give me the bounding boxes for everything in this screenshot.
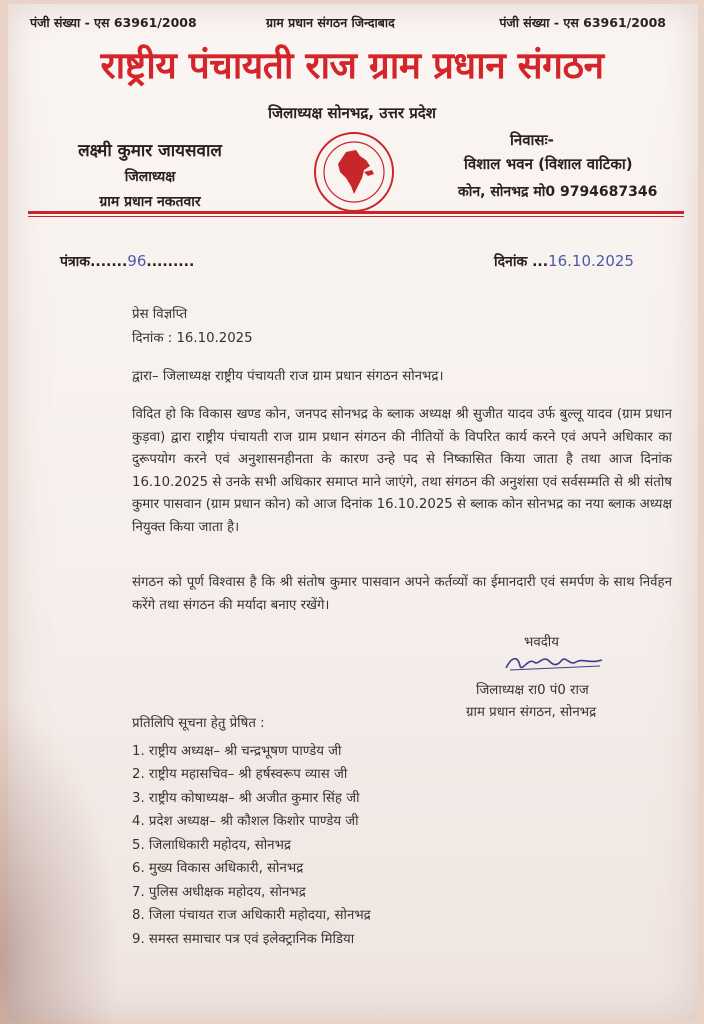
date-value: 16.10.2025 xyxy=(548,252,634,270)
list-item: 7. पुलिस अधीक्षक महोदय, सोनभद्र xyxy=(132,884,306,900)
list-item: 1. राष्ट्रीय अध्यक्ष– श्री चन्द्रभूषण पाण्डेय जी xyxy=(132,743,342,759)
organization-title: राष्ट्रीय पंचायती राज ग्राम प्रधान संगठन xyxy=(100,43,604,87)
header-rule xyxy=(28,211,684,214)
organization-seal-logo xyxy=(314,132,394,212)
list-item: 2. राष्ट्रीय महासचिव– श्री हर्षस्वरूप व्यास जी xyxy=(132,767,348,782)
list-item: 3. राष्ट्रीय कोषाध्यक्ष– श्री अजीत कुमार सिंह जी xyxy=(132,790,360,806)
reference-number: पंत्राक.......96......... xyxy=(60,252,195,270)
india-map-icon xyxy=(316,134,392,210)
copy-list xyxy=(132,712,371,951)
reference-date: दिनांक ...16.10.2025 xyxy=(494,252,634,270)
date-label: दिनांक xyxy=(494,254,528,270)
residence-label: निवासः- xyxy=(510,131,554,149)
list-item: 5. जिलाधिकारी महोदय, सोनभद्र xyxy=(132,837,291,853)
shadow xyxy=(0,700,120,1024)
list-item: 9. समस्त समाचार पत्र एवं इलेक्ट्रानिक मिडिया xyxy=(132,931,355,947)
motto: ग्राम प्रधान संगठन जिन्दाबाद xyxy=(266,15,395,30)
press-paragraph-1: विदित हो कि विकास खण्ड कोन, जनपद सोनभद्र के ब्लाक अध्यक्ष श्री सुजीत यादव उर्फ बुल्लू यादव (ग्राम प्रधान कुड़वा) द्वारा राष्ट्रीय पंचायती राज ग्राम प्रधान संगठन की नीतियों के विपरित कार्य करने एवं अपने अधिकार का दुरूपयोग करने एवं अनुशासनहीनता के कारण उन्हे पद से निष्कासित किया जाता है तथा आज दिनांक 16.10.2025 से उनके सभी अधिकार समाप्त माने जाएंगे, तथा संगठन की अनुशंसा एवं सर्वसम्मति से श्री संतोष कुमार पासवान (ग्राम प्रधान कोन) को आज दिनांक 16.10.2025 से ब्लाक कोन सोनभद्र का नया ब्लाक अध्यक्ष नियुक्त किया जाता है। xyxy=(132,407,672,535)
president-extra: ग्राम प्रधान नकतवार xyxy=(99,194,201,210)
list-item: 8. जिला पंचायत राज अधिकारी महोदया, सोनभद्र xyxy=(132,908,371,923)
press-date: दिनांक : 16.10.2025 xyxy=(132,331,253,346)
registration-left: पंजी संख्या - एस 63961/2008 xyxy=(30,15,197,30)
handwritten-signature xyxy=(502,650,612,676)
residence-block xyxy=(450,130,690,201)
ref-value: 96 xyxy=(127,252,147,270)
organization-subtitle: जिलाध्यक्ष सोनभद्र, उत्तर प्रदेश xyxy=(268,104,436,122)
president-name: लक्ष्मी कुमार जायसवाल xyxy=(78,141,222,161)
list-item: 4. प्रदेश अध्यक्ष– श्री कौशल किशोर पाण्डेय जी xyxy=(132,814,359,829)
residence-line2: कोन, सोनभद्र मो0 9794687346 xyxy=(458,184,658,200)
ref-label: पंत्राक xyxy=(60,254,91,270)
residence-line1: विशाल भवन (विशाल वाटिका) xyxy=(464,155,633,173)
president-role: जिलाध्यक्ष xyxy=(124,169,176,185)
president-block xyxy=(30,138,270,211)
list-item: 6. मुख्य विकास अधिकारी, सोनभद्र xyxy=(132,861,304,876)
closing: भवदीय xyxy=(524,635,559,650)
press-by-line: द्वारा– जिलाध्यक्ष राष्ट्रीय पंचायती राज ग्राम प्रधान संगठन सोनभद्र। xyxy=(132,369,444,384)
press-heading: प्रेस विज्ञप्ति xyxy=(132,307,188,322)
copy-heading: प्रतिलिपि सूचना हेतु प्रेषित : xyxy=(132,716,265,731)
signatory-line1: जिलाध्यक्ष रा0 पं0 राज xyxy=(476,683,589,698)
registration-right: पंजी संख्या - एस 63961/2008 xyxy=(499,15,666,30)
press-paragraph-2: संगठन को पूर्ण विश्वास है कि श्री संतोष कुमार पासवान अपने कर्तव्यों का ईमानदारी एवं समर्पण के साथ निर्वहन करेंगे तथा संगठन की मर्यादा बनाए रखेंगे। xyxy=(132,575,672,613)
signatory-line2: ग्राम प्रधान संगठन, सोनभद्र xyxy=(466,705,597,720)
header-rule-thin xyxy=(28,216,684,217)
